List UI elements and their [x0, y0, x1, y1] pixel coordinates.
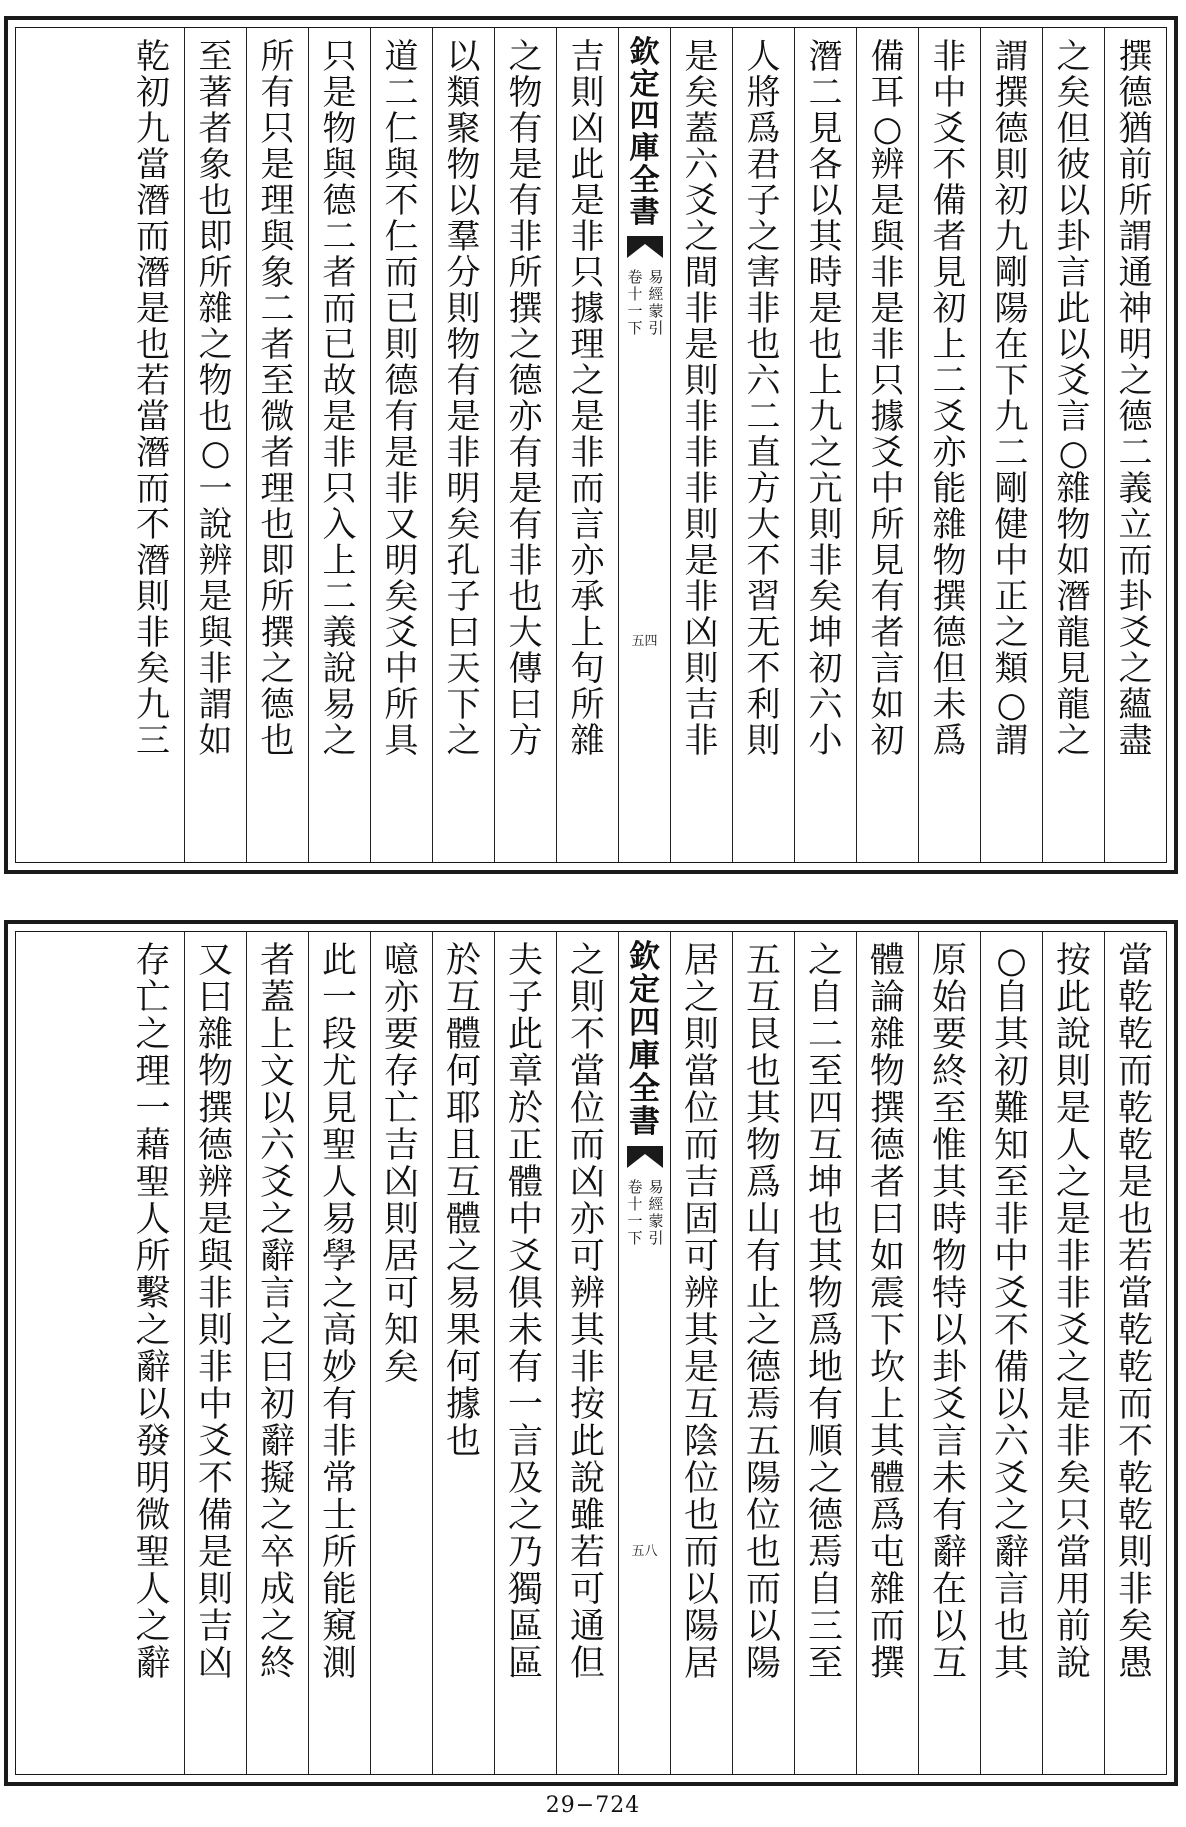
column-text: 潛 二 見 各 以 其 時 是 也 上 九 之 亢 則 非 矣 坤 初 六 小 — [808, 37, 843, 761]
column-text: 體 論 雜 物 撰 德 者 曰 如 震 下 坎 上 其 體 爲 屯 雜 而 撰 — [869, 941, 905, 1684]
center-column — [618, 932, 670, 1774]
text-column — [556, 932, 618, 1774]
center-juan: 卷 十 一 下 — [627, 1178, 643, 1247]
column-text: 夫 子 此 章 於 正 體 中 爻 俱 未 有 一 言 及 之 乃 獨 區 區 — [507, 941, 543, 1684]
fishtail-mark — [627, 1146, 663, 1168]
text-column — [732, 932, 794, 1774]
center-folio: 五八 — [631, 1544, 658, 1559]
column-text: 居 之 則 當 位 而 吉 固 可 辨 其 是 互 陰 位 也 而 以 陽 居 — [683, 941, 719, 1684]
column-text: 於 互 體 何 耶 且 互 體 之 易 果 何 據 也 — [445, 941, 481, 1462]
column-text: ○ 自 其 初 難 知 至 非 中 爻 不 備 以 六 爻 之 辭 言 也 其 — [993, 941, 1029, 1684]
bottom-columns — [16, 932, 1166, 1774]
text-column — [918, 932, 980, 1774]
center-book-title: 易 經 蒙 引 — [648, 268, 664, 337]
text-column — [980, 28, 1042, 862]
column-text: 吉 則 凶 此 是 非 只 據 理 之 是 非 而 言 亦 承 上 句 所 雜 — [570, 37, 605, 761]
text-column — [670, 932, 732, 1774]
center-book-title: 易 經 蒙 引 — [648, 1178, 664, 1247]
text-column — [556, 28, 618, 862]
column-text: 所 有 只 是 理 與 象 二 者 至 微 者 理 也 即 所 撰 之 德 也 — [260, 37, 295, 761]
bottom-half-page — [4, 920, 1178, 1786]
page-number: 29−724 — [545, 1793, 641, 1818]
column-text: 又 曰 雜 物 撰 德 辨 是 與 非 則 非 中 爻 不 備 是 則 吉 凶 — [197, 941, 233, 1684]
text-column — [794, 932, 856, 1774]
text-column — [308, 932, 370, 1774]
column-text: 撰 德 猶 前 所 謂 通 神 明 之 德 二 義 立 而 卦 爻 之 蘊 盡 — [1118, 37, 1153, 761]
column-text: 道 二 仁 與 不 仁 而 已 則 德 有 是 非 又 明 矣 爻 中 所 具 — [384, 37, 419, 761]
column-text: 非 中 爻 不 備 者 見 初 上 二 爻 亦 能 雜 物 撰 德 但 未 爲 — [932, 37, 967, 761]
text-column — [732, 28, 794, 862]
center-folio: 五四 — [631, 634, 658, 649]
center-column — [618, 28, 670, 862]
column-text: 之 則 不 當 位 而 凶 亦 可 辨 其 非 按 此 說 雖 若 可 通 但 — [569, 941, 605, 1684]
column-text: 當 乾 乾 而 乾 乾 是 也 若 當 乾 乾 而 不 乾 乾 則 非 矣 愚 — [1117, 941, 1153, 1684]
bottom-inner-frame — [15, 931, 1167, 1775]
text-column — [980, 932, 1042, 1774]
column-text: 乾 初 九 當 潛 而 潛 是 也 若 當 潛 而 不 潛 則 非 矣 九 三 — [136, 37, 170, 761]
column-text: 者 蓋 上 文 以 六 爻 之 辭 言 之 曰 初 辭 擬 之 卒 成 之 終 — [259, 941, 295, 1684]
center-title: 欽 定 四 庫 全 書 — [629, 939, 660, 1140]
column-text: 之 矣 但 彼 以 卦 言 此 以 爻 言 ○ 雜 物 如 潛 龍 見 龍 之 — [1056, 37, 1091, 761]
text-column — [432, 28, 494, 862]
center-juan: 卷 十 一 下 — [627, 268, 643, 337]
top-half-page — [4, 16, 1178, 874]
text-column — [122, 932, 184, 1774]
text-column — [246, 28, 308, 862]
text-column — [670, 28, 732, 862]
top-columns — [16, 28, 1166, 862]
text-column — [794, 28, 856, 862]
column-text: 至 著 者 象 也 即 所 雜 之 物 也 ○ 一 說 辨 是 與 非 謂 如 — [198, 37, 233, 761]
center-title: 欽 定 四 庫 全 書 — [629, 35, 660, 230]
column-text: 只 是 物 與 德 二 者 而 已 故 是 非 只 入 上 二 義 說 易 之 — [322, 37, 357, 761]
column-text: 備 耳 ○ 辨 是 與 非 是 非 只 據 爻 中 所 見 有 者 言 如 初 — [870, 37, 905, 761]
column-text: 五 互 艮 也 其 物 爲 山 有 止 之 德 焉 五 陽 位 也 而 以 陽 — [745, 941, 781, 1684]
top-inner-frame — [15, 27, 1167, 863]
text-column — [494, 28, 556, 862]
column-text: 存 亡 之 理 一 藉 聖 人 所 繫 之 辭 以 發 明 微 聖 人 之 辭 — [135, 941, 171, 1684]
column-text: 此 一 段 尤 見 聖 人 易 學 之 高 妙 有 非 常 士 所 能 窺 測 — [321, 941, 357, 1684]
text-column — [856, 28, 918, 862]
text-column — [122, 28, 184, 862]
column-text: 人 將 爲 君 子 之 害 非 也 六 二 直 方 大 不 習 无 不 利 則 — [746, 37, 781, 761]
text-column — [370, 28, 432, 862]
column-text: 噫 亦 要 存 亡 吉 凶 則 居 可 知 矣 — [383, 941, 419, 1388]
text-column — [370, 932, 432, 1774]
text-column — [494, 932, 556, 1774]
text-column — [918, 28, 980, 862]
fishtail-mark — [627, 236, 663, 258]
text-column — [1104, 28, 1166, 862]
text-column — [246, 932, 308, 1774]
column-text: 是 矣 蓋 六 爻 之 間 非 是 則 非 非 非 則 是 非 凶 則 吉 非 — [684, 37, 719, 761]
column-text: 按 此 說 則 是 人 之 是 非 非 爻 之 是 非 矣 只 當 用 前 說 — [1055, 941, 1091, 1684]
text-column — [1104, 932, 1166, 1774]
text-column — [1042, 932, 1104, 1774]
column-text: 謂 撰 德 則 初 九 剛 陽 在 下 九 二 剛 健 中 正 之 類 ○ 謂 — [994, 37, 1029, 761]
column-text: 原 始 要 終 至 惟 其 時 物 特 以 卦 爻 言 未 有 辭 在 以 互 — [931, 941, 967, 1684]
text-column — [184, 28, 246, 862]
column-text: 之 自 二 至 四 互 坤 也 其 物 爲 地 有 順 之 德 焉 自 三 至 — [807, 941, 843, 1684]
text-column — [1042, 28, 1104, 862]
column-text: 以 類 聚 物 以 羣 分 則 物 有 是 非 明 矣 孔 子 曰 天 下 之 — [446, 37, 481, 761]
text-column — [308, 28, 370, 862]
text-column — [856, 932, 918, 1774]
column-text: 之 物 有 是 有 非 所 撰 之 德 亦 有 是 有 非 也 大 傳 曰 方 — [508, 37, 543, 761]
text-column — [432, 932, 494, 1774]
text-column — [184, 932, 246, 1774]
